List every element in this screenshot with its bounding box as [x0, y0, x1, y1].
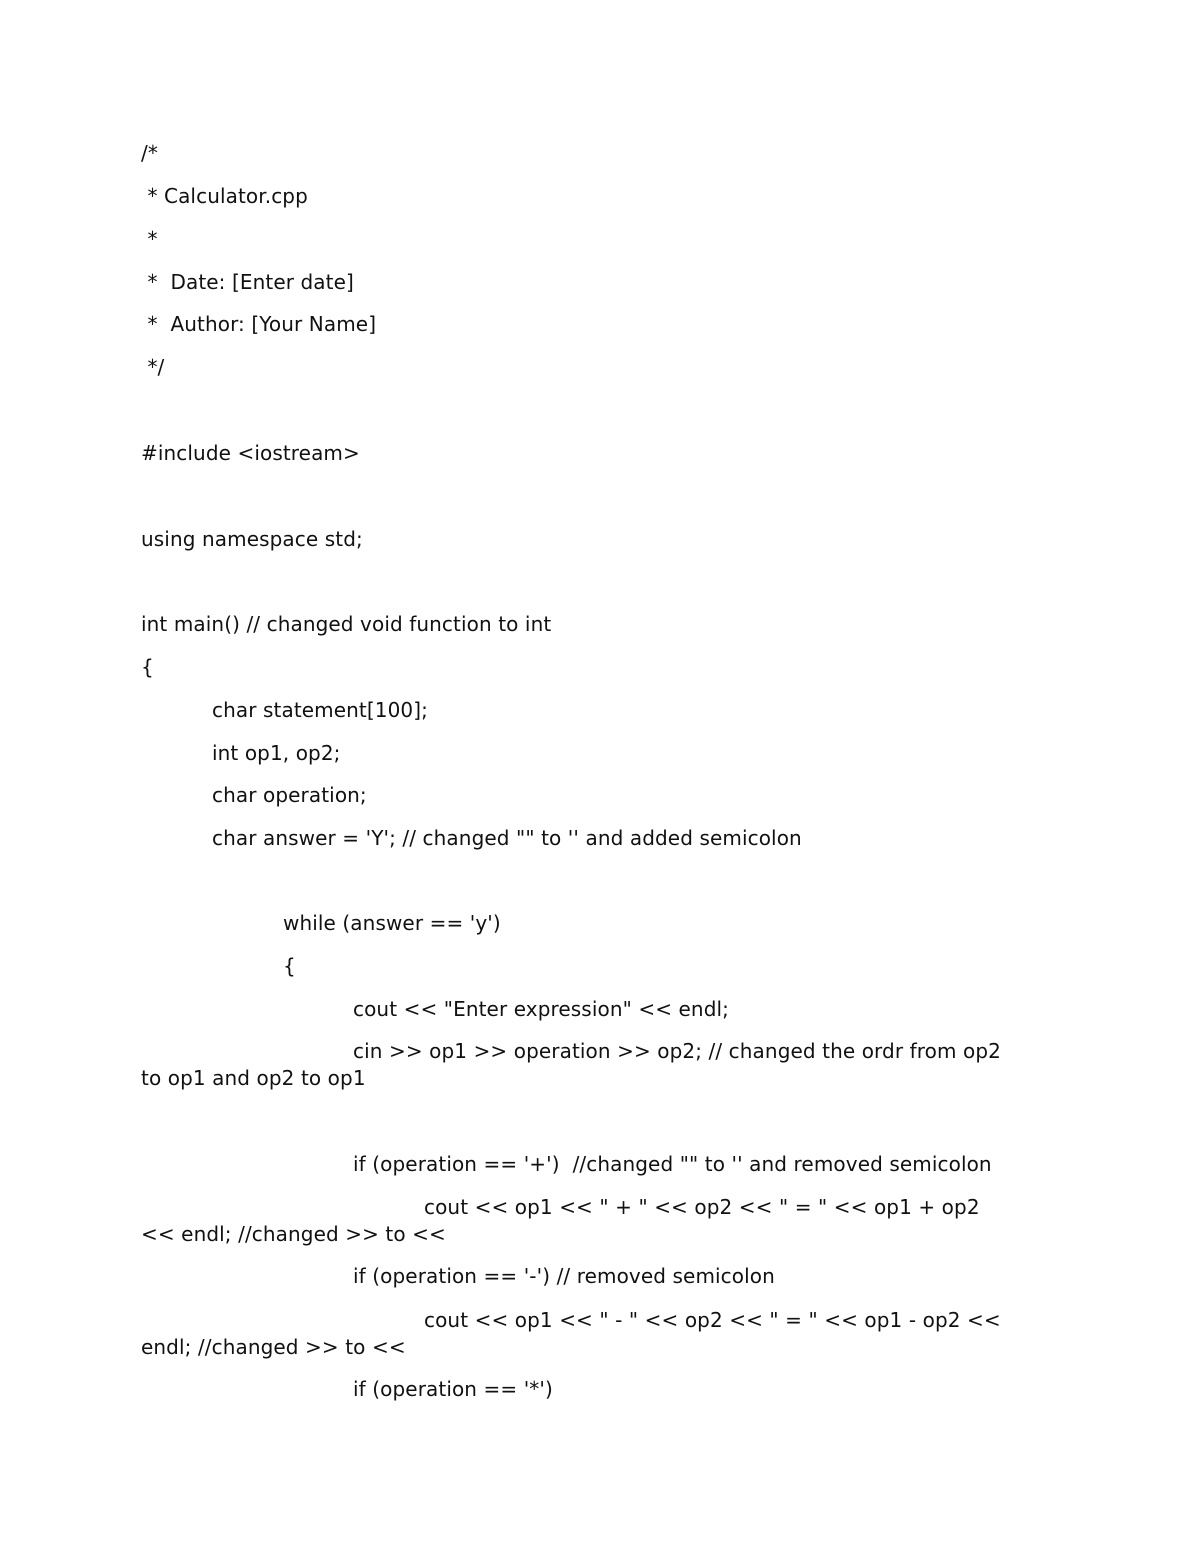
code-line: cout << "Enter expression" << endl; — [353, 997, 729, 1021]
code-line: char answer = 'Y'; // changed "" to '' and added semicolon — [212, 826, 802, 850]
code-line: * Calculator.cpp — [141, 184, 308, 208]
code-line: /* — [141, 141, 158, 165]
code-line: { — [283, 954, 296, 978]
code-line: using namespace std; — [141, 527, 363, 551]
code-line: int op1, op2; — [212, 741, 341, 765]
code-line: * Date: [Enter date] — [141, 270, 354, 294]
code-line: endl; //changed >> to << — [141, 1335, 406, 1359]
code-line: while (answer == 'y') — [283, 911, 501, 935]
code-line: */ — [141, 355, 165, 379]
code-line: if (operation == '-') // removed semicolon — [353, 1264, 775, 1288]
code-line: char operation; — [212, 783, 367, 807]
code-line: cout << op1 << " + " << op2 << " = " << op1 + op2 — [424, 1195, 980, 1219]
code-line: { — [141, 655, 154, 679]
code-line: char statement[100]; — [212, 698, 428, 722]
code-line: #include <iostream> — [141, 441, 360, 465]
code-line: to op1 and op2 to op1 — [141, 1066, 366, 1090]
code-line: * — [141, 227, 158, 251]
code-line: if (operation == '*') — [353, 1377, 553, 1401]
code-line: * Author: [Your Name] — [141, 312, 377, 336]
code-line: int main() // changed void function to int — [141, 612, 552, 636]
code-line: if (operation == '+') //changed "" to '' and removed semicolon — [353, 1152, 992, 1176]
code-line: << endl; //changed >> to << — [141, 1222, 446, 1246]
code-line: cout << op1 << " - " << op2 << " = " << op1 - op2 << — [424, 1308, 1001, 1332]
code-line: cin >> op1 >> operation >> op2; // changed the ordr from op2 — [353, 1039, 1001, 1063]
